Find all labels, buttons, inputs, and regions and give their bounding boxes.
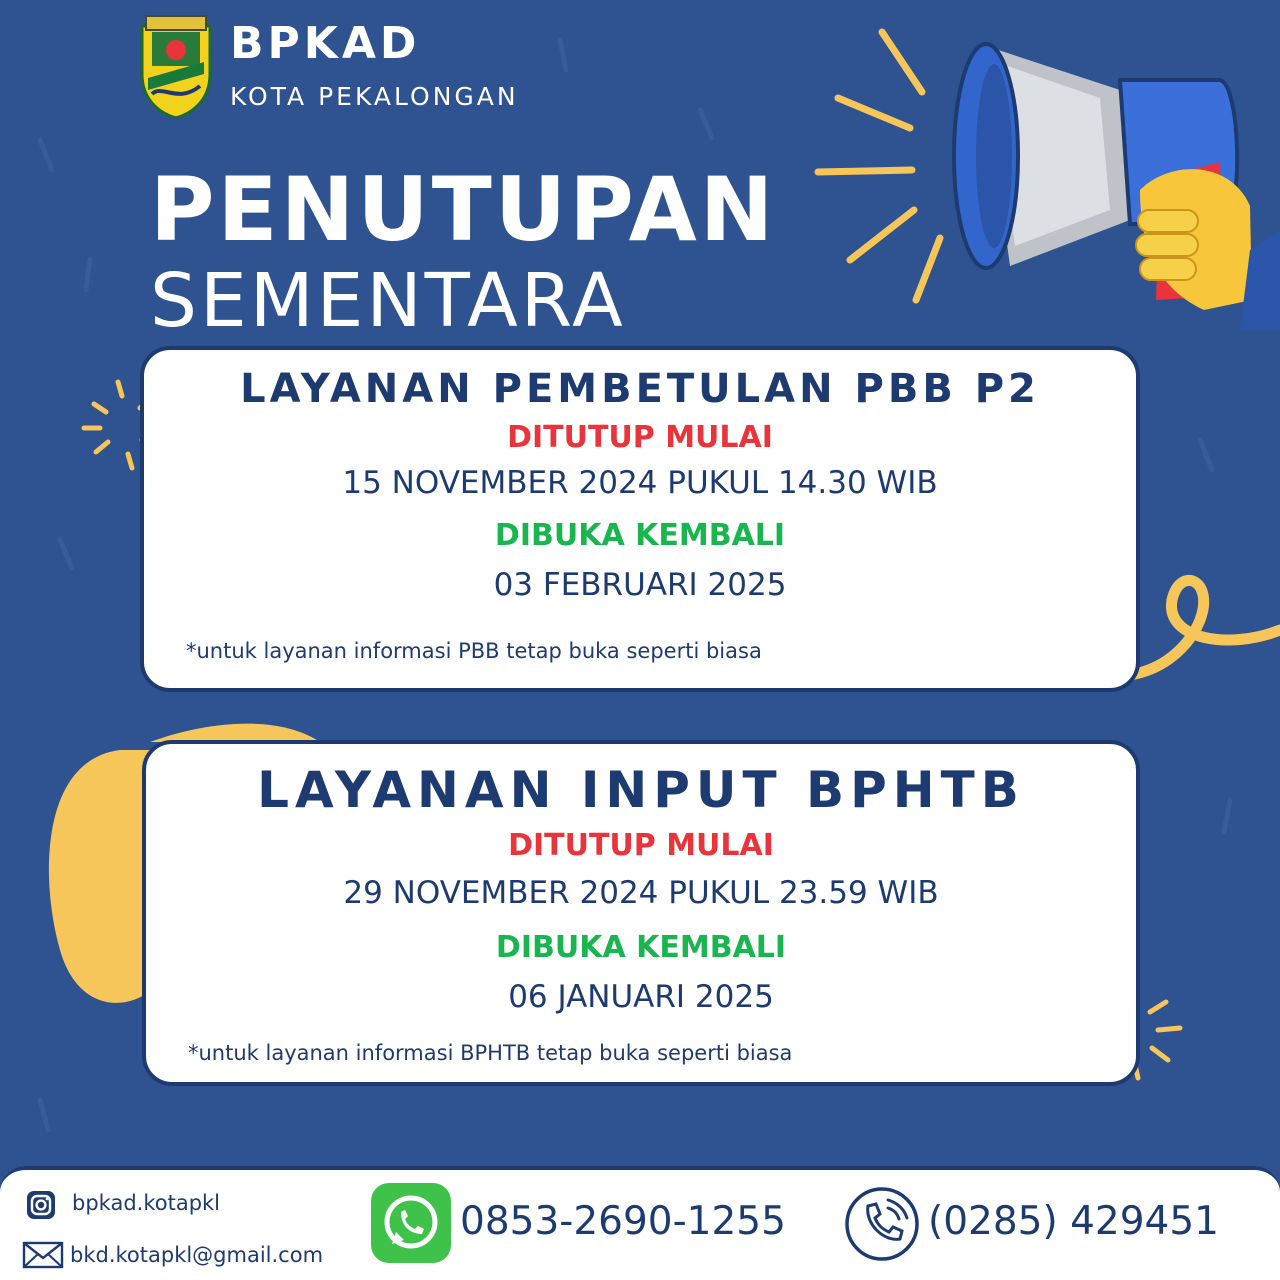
organization-name: BPKAD <box>230 18 421 69</box>
reopen-label: DIBUKA KEMBALI <box>495 930 787 965</box>
closed-date: 15 NOVEMBER 2024 PUKUL 14.30 WIB <box>342 465 938 501</box>
service-card-pbb <box>140 346 1140 692</box>
reopen-date: 06 JANUARI 2025 <box>508 979 774 1015</box>
service-note: *untuk layanan informasi PBB tetap buka seperti biasa <box>186 639 762 663</box>
instagram-icon[interactable] <box>26 1190 56 1220</box>
closed-date: 29 NOVEMBER 2024 PUKUL 23.59 WIB <box>343 875 939 911</box>
service-note: *untuk layanan informasi BPHTB tetap buka seperti biasa <box>188 1041 793 1065</box>
reopen-date: 03 FEBRUARI 2025 <box>493 567 787 603</box>
closed-label: DITUTUP MULAI <box>508 828 774 863</box>
page-title: PENUTUPAN <box>150 158 777 261</box>
megaphone-icon <box>800 10 1280 330</box>
service-title: LAYANAN INPUT BPHTB <box>257 761 1025 819</box>
whatsapp-icon[interactable] <box>370 1182 452 1264</box>
closed-label: DITUTUP MULAI <box>507 420 773 455</box>
service-title: LAYANAN PEMBETULAN PBB P2 <box>240 366 1040 412</box>
instagram-handle[interactable]: bpkad.kotapkl <box>72 1191 221 1215</box>
service-card-bphtb <box>142 740 1140 1086</box>
organization-city: KOTA PEKALONGAN <box>230 82 519 111</box>
city-emblem-logo <box>138 14 214 118</box>
page-subtitle: SEMENTARA <box>150 258 626 344</box>
phone-number[interactable]: (0285) 429451 <box>928 1199 1219 1244</box>
email-address[interactable]: bkd.kotapkl@gmail.com <box>70 1243 324 1267</box>
whatsapp-number[interactable]: 0853-2690-1255 <box>460 1199 786 1244</box>
contact-footer <box>0 1166 1280 1280</box>
phone-icon[interactable] <box>842 1184 922 1264</box>
reopen-label: DIBUKA KEMBALI <box>494 518 786 553</box>
envelope-icon[interactable] <box>22 1240 64 1270</box>
